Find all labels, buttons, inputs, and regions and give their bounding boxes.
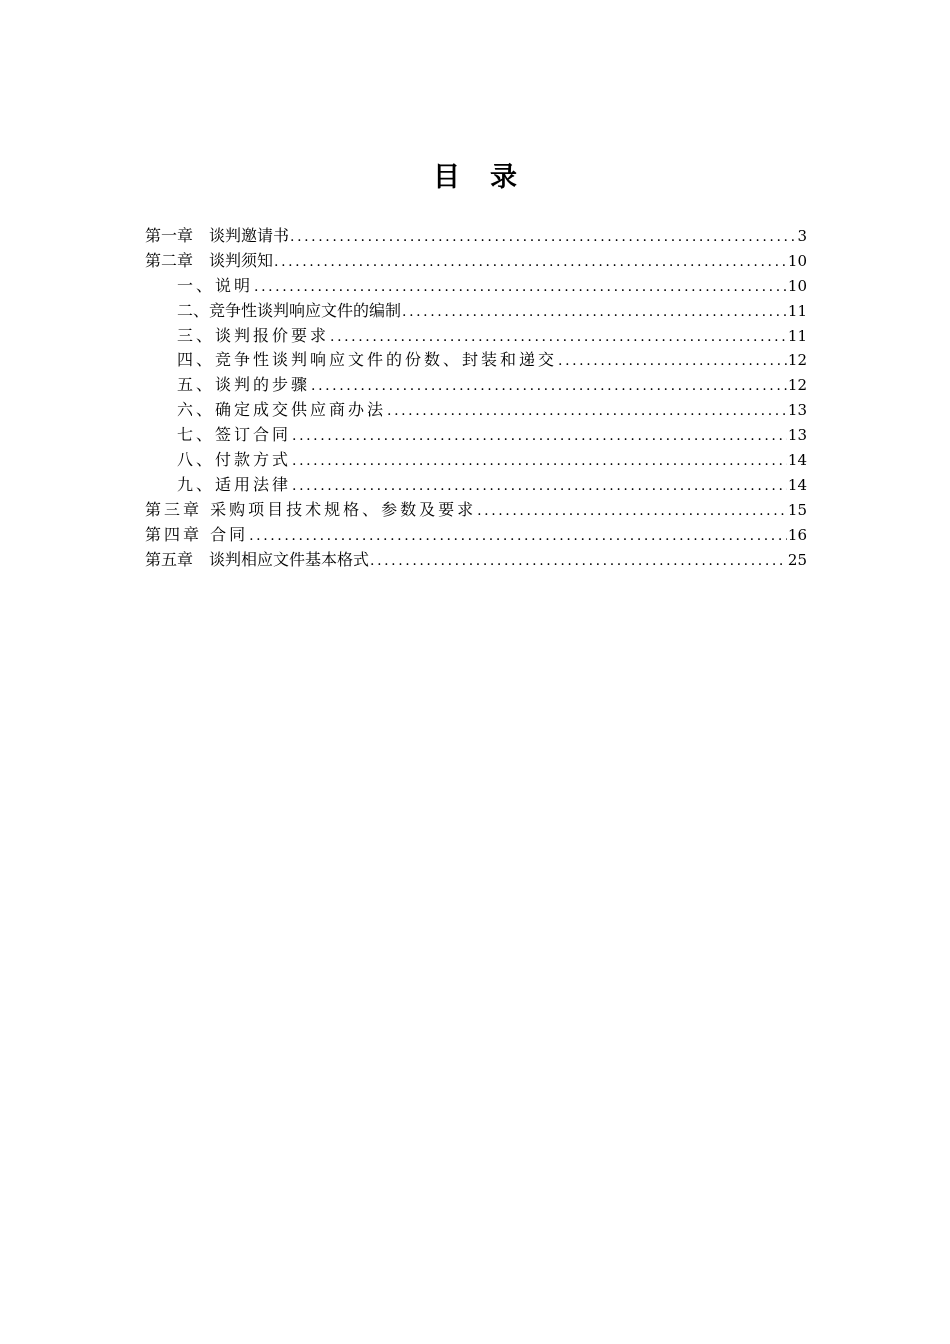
dot-leader [558, 349, 787, 373]
dot-leader [292, 474, 787, 498]
toc-entry-label: 八、付款方式 [177, 450, 292, 470]
table-of-contents [145, 224, 807, 572]
toc-page-number: 13 [787, 426, 807, 445]
toc-entry-chapter-5[interactable] [145, 548, 807, 573]
toc-page-number: 14 [787, 475, 807, 494]
toc-entry-label: 第一章 谈判邀请书 [145, 226, 290, 245]
dot-leader [274, 250, 787, 274]
toc-page-number: 3 [797, 227, 807, 245]
toc-entry-label: 三、谈判报价要求 [177, 325, 330, 345]
toc-entry-section-8[interactable] [145, 448, 807, 473]
toc-entry-label: 第四章 合同 [145, 524, 249, 544]
toc-entry-label: 第三章 采购项目技术规格、参数及要求 [145, 499, 477, 519]
page-title: 目录 [433, 162, 547, 193]
toc-entry-chapter-4[interactable] [145, 523, 807, 548]
dot-leader [477, 499, 787, 523]
toc-entry-label: 第二章 谈判须知 [145, 250, 274, 270]
toc-entry-label: 四、竞争性谈判响应文件的份数、封装和递交 [177, 350, 558, 370]
dot-leader [370, 549, 787, 573]
toc-entry-chapter-2[interactable] [145, 249, 807, 274]
toc-page-number: 10 [787, 251, 807, 270]
dot-leader [402, 300, 787, 324]
toc-entry-label: 二、竞争性谈判响应文件的编制 [177, 300, 402, 320]
toc-entry-chapter-1[interactable] [145, 224, 807, 249]
toc-page-number: 12 [787, 351, 807, 370]
toc-page-number: 11 [787, 301, 807, 320]
dot-leader [292, 424, 787, 448]
toc-page-number: 16 [787, 525, 807, 544]
toc-page-number: 11 [787, 326, 807, 345]
toc-entry-label: 九、适用法律 [177, 474, 292, 494]
toc-page-number: 12 [787, 376, 807, 395]
toc-entry-section-9[interactable] [145, 473, 807, 498]
toc-entry-section-2[interactable] [145, 299, 807, 324]
toc-entry-section-4[interactable] [145, 348, 807, 373]
toc-entry-label: 一、说明 [177, 275, 254, 295]
dot-leader [249, 524, 787, 548]
toc-page-number: 13 [787, 401, 807, 420]
dot-leader [387, 399, 787, 423]
dot-leader [311, 374, 787, 398]
toc-page-number: 10 [787, 276, 807, 295]
toc-page-number: 25 [787, 550, 807, 569]
dot-leader [292, 449, 787, 473]
toc-entry-section-3[interactable] [145, 324, 807, 349]
toc-page-number: 14 [787, 451, 807, 470]
toc-entry-label: 第五章 谈判相应文件基本格式 [145, 549, 370, 569]
toc-entry-label: 六、确定成交供应商办法 [177, 400, 387, 420]
toc-entry-label: 七、签订合同 [177, 425, 292, 445]
toc-entry-chapter-3[interactable] [145, 498, 807, 523]
dot-leader [254, 275, 787, 299]
dot-leader [290, 225, 796, 249]
toc-entry-section-5[interactable] [145, 373, 807, 398]
toc-entry-label: 五、谈判的步骤 [177, 375, 311, 395]
dot-leader [330, 325, 787, 349]
toc-entry-section-7[interactable] [145, 423, 807, 448]
toc-page-number: 15 [787, 500, 807, 519]
toc-entry-section-1[interactable] [145, 274, 807, 299]
toc-entry-section-6[interactable] [145, 398, 807, 423]
